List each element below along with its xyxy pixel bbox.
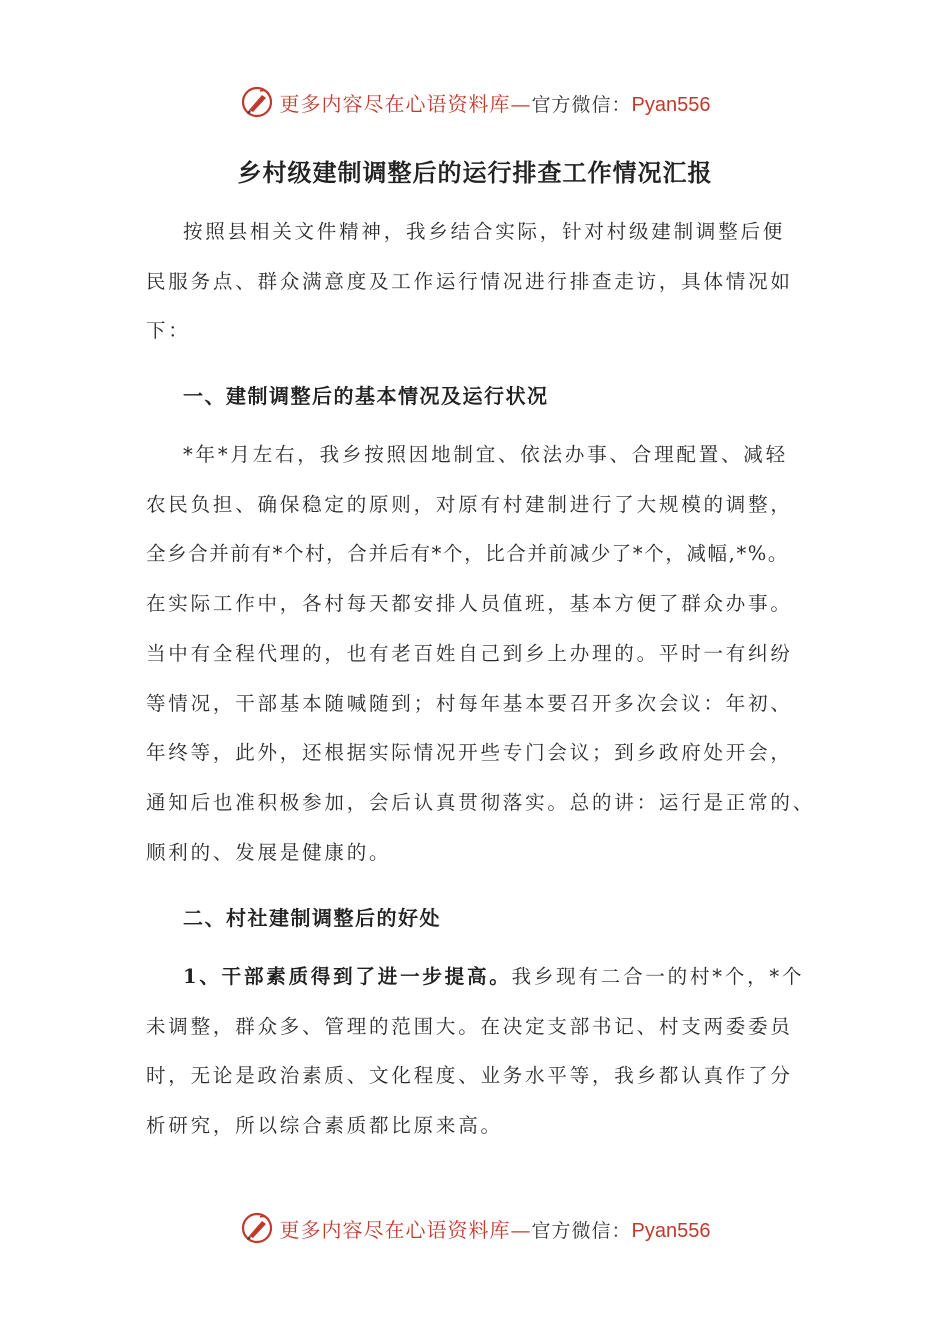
intro-paragraph (146, 207, 836, 356)
section1-line: 顺利的、发展是健康的。 (146, 840, 392, 864)
watermark-text (280, 88, 711, 117)
footer-watermark (0, 1206, 950, 1250)
watermark-main: 更多内容尽在心语资料库 (279, 91, 511, 116)
point1-line: 时，无论是政治素质、文化程度、业务水平等，我乡都认真作了分 (146, 1064, 793, 1088)
watermark-main: 更多内容尽在心语资料库 (279, 1217, 511, 1242)
section1-line: 全乡合并前有*个村，合并后有*个，比合并前减少了*个，减幅,*%。 (146, 542, 790, 566)
pen-logo-icon (240, 85, 274, 119)
point1-line: 析研究，所以综合素质都比原来高。 (146, 1114, 503, 1138)
section2-point1-paragraph (146, 952, 836, 1151)
watermark-dash: — (510, 91, 532, 116)
section1-line: 等情况，干部基本随喊随到；村每年基本要召开多次会议：年初、 (146, 691, 793, 715)
point1-first-line (146, 952, 836, 1002)
point1-line: 未调整，群众多、管理的范围大。在决定支部书记、村支两委委员 (146, 1014, 793, 1038)
watermark-id: Pyan556 (631, 1219, 711, 1242)
header-watermark (0, 80, 950, 124)
watermark-id: Pyan556 (631, 93, 711, 116)
section2-heading: 二、村社建制调整后的好处 (183, 906, 441, 930)
section1-line: 在实际工作中，各村每天都安排人员值班，基本方便了群众办事。 (146, 592, 793, 616)
intro-line: 下： (146, 319, 191, 343)
section1-line: 年终等，此外，还根据实际情况开些专门会议；到乡政府处开会， (146, 741, 793, 765)
point1-first-rest: 我乡现有二合一的村*个，*个 (511, 965, 805, 988)
intro-line: 民服务点、群众满意度及工作运行情况进行排查走访，具体情况如 (146, 269, 793, 293)
section1-line: 通知后也准积极参加，会后认真贯彻落实。总的讲：运行是正常的、 (146, 790, 816, 814)
document-title: 乡村级建制调整后的运行排查工作情况汇报 (237, 158, 713, 187)
section1-heading: 一、建制调整后的基本情况及运行状况 (183, 384, 549, 408)
watermark-sub: 官方微信： (531, 1219, 632, 1242)
watermark-text (280, 1214, 711, 1243)
watermark-sub: 官方微信： (531, 93, 632, 116)
pen-logo-icon (240, 1211, 274, 1245)
section1-paragraph (146, 430, 836, 877)
section1-line: *年*月左右，我乡按照因地制宜、依法办事、合理配置、减轻 (183, 443, 788, 466)
section1-line: 当中有全程代理的，也有老百姓自己到乡上办理的。平时一有纠纷 (146, 641, 793, 665)
point1-lead: 1、干部素质得到了进一步提高。 (183, 965, 512, 988)
section1-line: 农民负担、确保稳定的原则，对原有村建制进行了大规模的调整， (146, 492, 793, 516)
intro-line: 按照县相关文件精神，我乡结合实际，针对村级建制调整后便 (183, 220, 786, 243)
watermark-dash: — (510, 1217, 532, 1242)
